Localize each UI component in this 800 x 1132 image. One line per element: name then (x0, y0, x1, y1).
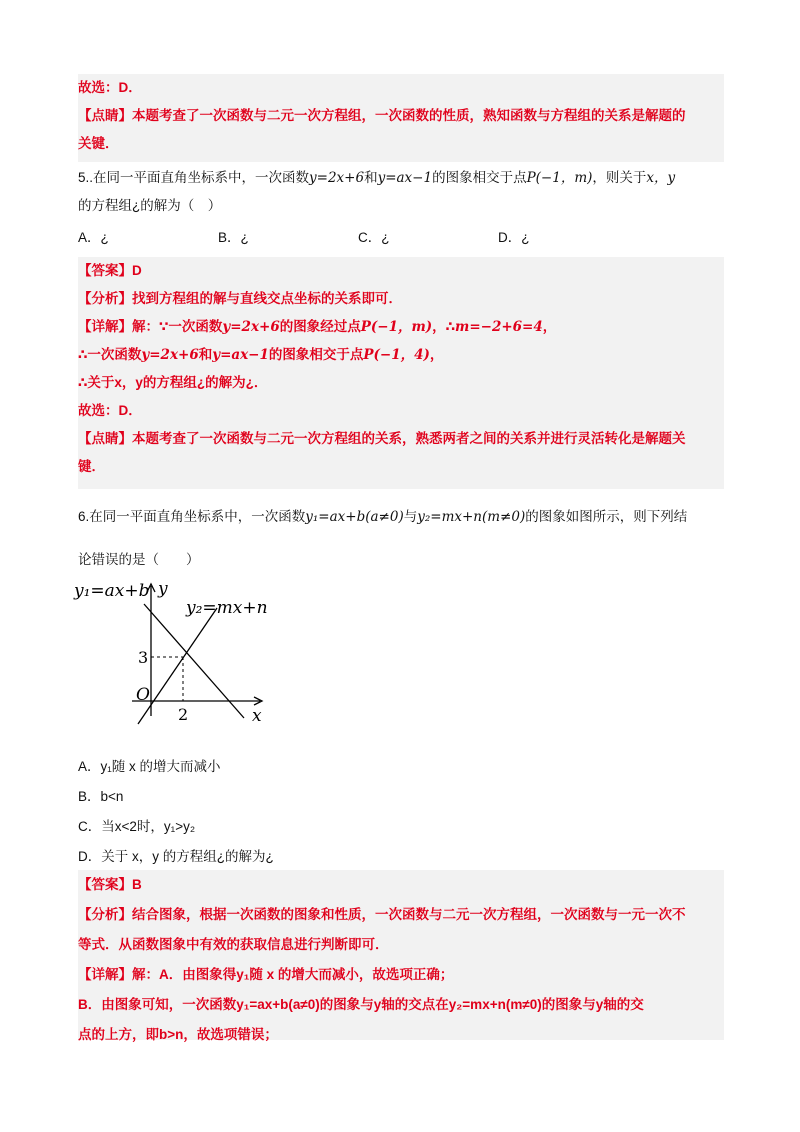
tick-y-3: 3 (138, 648, 149, 667)
detail-line: ∴关于x，y的方程组¿的解为¿． (78, 375, 268, 390)
tick-x-2: 2 (178, 705, 189, 724)
question-5-stem-line2: 的方程组¿的解为（ ） (78, 198, 222, 213)
option-c: C．¿ (358, 230, 390, 245)
option-c: C．当x<2时，y₁>y₂ (78, 819, 196, 834)
option-a: A．y₁随 x 的增大而减小 (78, 759, 221, 774)
analysis-line: 【分析】找到方程组的解与直线交点坐标的关系即可． (78, 291, 402, 306)
question-5-options (78, 224, 724, 252)
option-b: B．b<n (78, 789, 124, 804)
label-y1: y₁=ax+b (74, 581, 150, 601)
option-a: A．¿ (78, 230, 109, 245)
option-d: D．关于 x，y 的方程组¿的解为¿ (78, 849, 274, 864)
analysis-line: 等式．从函数图象中有效的获取信息进行判断即可． (78, 937, 389, 952)
detail-line: B．由图象可知，一次函数y₁=ax+b(a≠0)的图象与y轴的交点在y₂=mx+n(m≠0)的图象与y轴的交 (78, 997, 644, 1012)
origin-label: O (136, 685, 150, 705)
detail-line: 点的上方，即b>n，故选项错误； (78, 1027, 278, 1042)
comment-line: 【点睛】本题考查了一次函数与二元一次方程组的关系，熟悉两者之间的关系并进行灵活转化是解题关 (78, 431, 686, 446)
answer-6-block (78, 870, 724, 1040)
comment-line: 键． (78, 459, 105, 474)
comment-line: 【点睛】本题考查了一次函数与二元一次方程组，一次函数的性质，熟知函数与方程组的关系是解题的 (78, 108, 686, 123)
option-b: B．¿ (218, 230, 249, 245)
label-y2: y₂=mx+n (186, 598, 268, 618)
question-5 (78, 164, 724, 252)
choose-line: 故选：D． (78, 403, 142, 418)
analysis-line: 【分析】结合图象，根据一次函数的图象和性质，一次函数与二元一次方程组，一次函数与一元一次不 (78, 907, 686, 922)
answer-line: 【答案】B (78, 877, 142, 892)
question-6-stem-line2: 论错误的是（ ） (78, 552, 200, 567)
detail-line: ∴一次函数y=2x+6和y=ax−1的图象相交于点P(−1，4)， (78, 347, 444, 363)
detail-line: 【详解】解：A．由图象得y₁随 x 的增大而减小，故选项正确； (78, 967, 454, 982)
question-6-options (78, 752, 724, 872)
question-6-stem: 6.在同一平面直角坐标系中，一次函数y₁=ax+b(a≠0)与y₂=mx+n(m≠0)的图象如图所示，则下列结 (78, 509, 688, 525)
question-5-stem: 5..在同一平面直角坐标系中，一次函数y=2x+6和y=ax−1的图象相交于点P(−1，m)，则关于x，y (78, 170, 676, 186)
axis-x-label: x (252, 706, 262, 726)
answer-5-block (78, 257, 724, 489)
function-graph (72, 576, 272, 726)
detail-line: 【详解】解：∵一次函数y=2x+6的图象经过点P(−1，m)，∴m=−2+6=4， (78, 319, 557, 335)
choose-line: 故选：D． (78, 80, 142, 95)
answer-line: 【答案】D (78, 263, 142, 278)
question-6 (78, 502, 724, 574)
option-d: D．¿ (498, 230, 530, 245)
comment-line: 关键． (78, 136, 119, 151)
axis-y-label: y (158, 579, 168, 599)
top-solution-block (78, 74, 724, 162)
